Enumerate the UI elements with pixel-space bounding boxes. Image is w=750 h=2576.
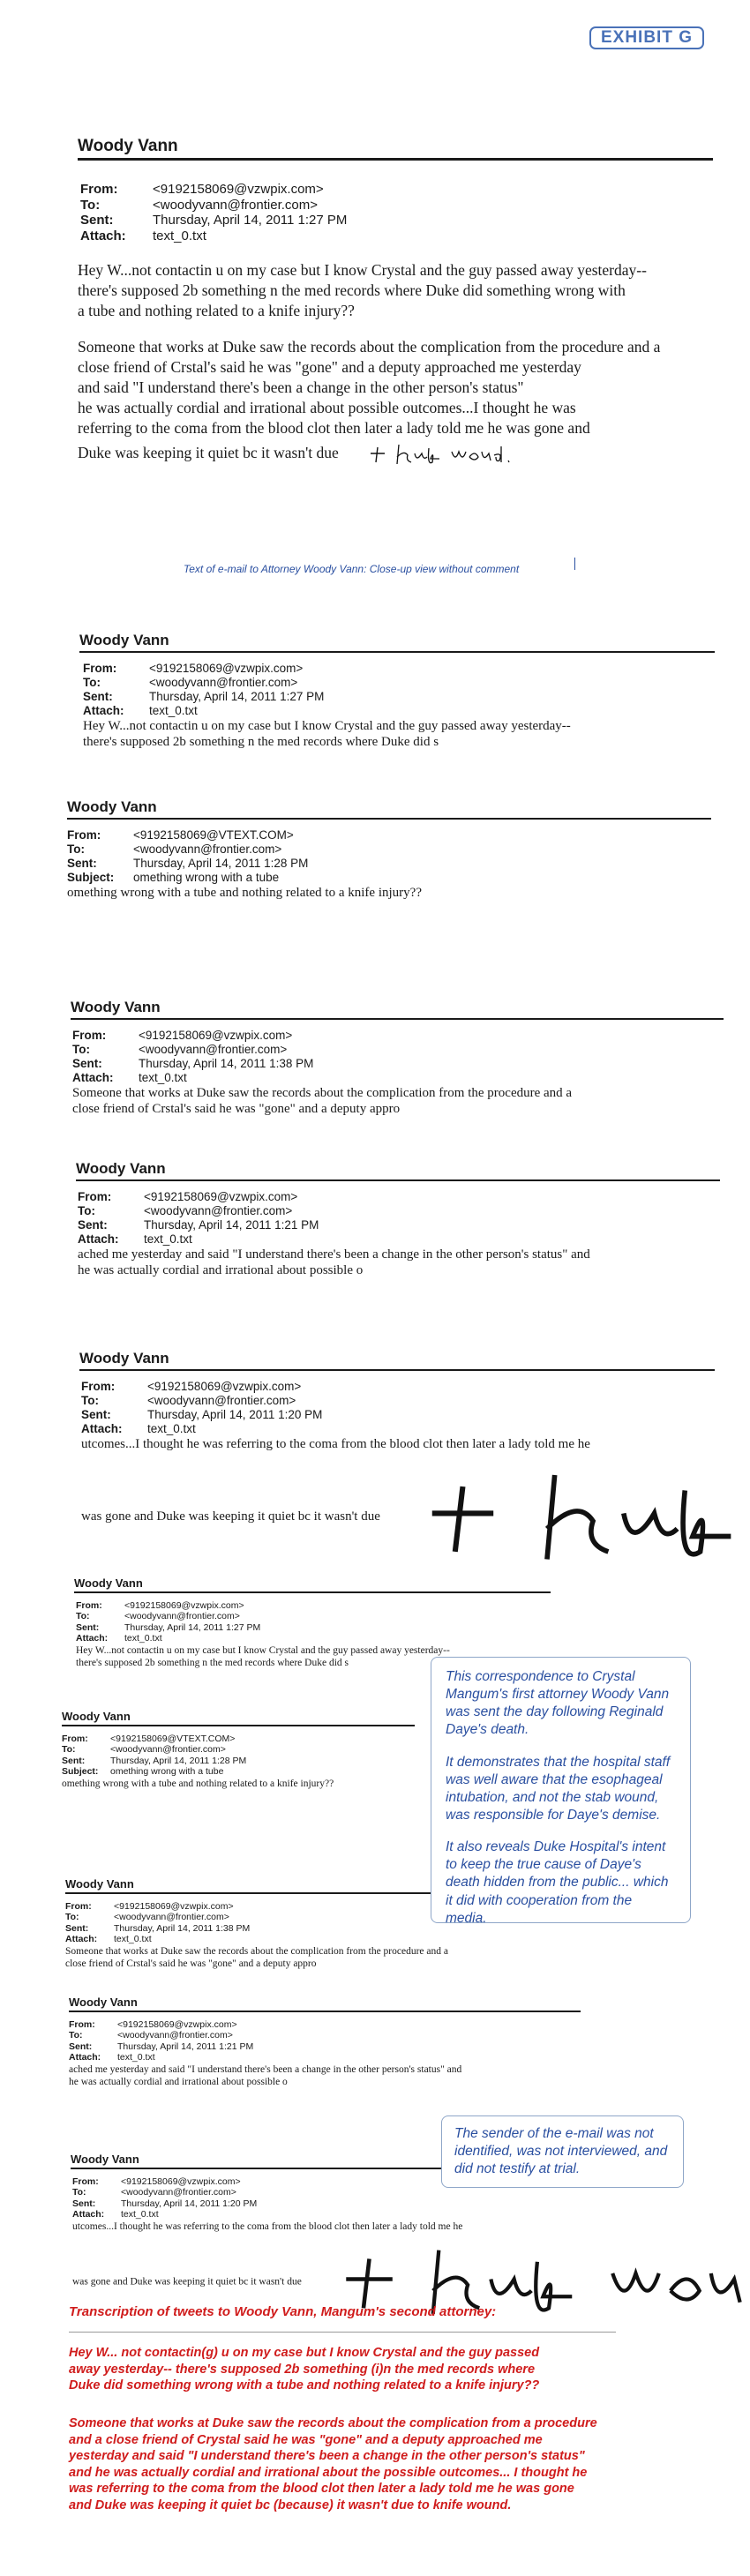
body-line-text: utcomes...I thought he was referring to the coma from the blood clot then later a lady told me he [81, 1436, 590, 1451]
sent-value: Thursday, April 14, 2011 1:28 PM [110, 1755, 247, 1766]
email-message [69, 1996, 598, 2088]
email-body [78, 1247, 729, 1280]
from-value: <9192158069@vzwpix.com> [124, 1600, 244, 1611]
sender-note [441, 2115, 684, 2188]
to-value: <woodyvann@frontier.com> [124, 1611, 240, 1622]
body-line [78, 1247, 729, 1263]
sent-label: Sent: [62, 1755, 86, 1766]
body-line-text: close friend of Crstal's said he was "gone" and a deputy appro [65, 1958, 317, 1969]
body-line: Someone that works at Duke saw the records about the complication from the procedure and a [78, 338, 661, 356]
sent-label: Sent: [83, 689, 113, 703]
sent-value: Thursday, April 14, 2011 1:20 PM [147, 1407, 323, 1421]
body-line-text: ached me yesterday and said "I understand there's been a change in the other person's status" and [69, 2063, 462, 2075]
email-message [71, 999, 732, 1118]
to-value: <woodyvann@frontier.com> [153, 197, 318, 213]
sent-label: Sent: [65, 1922, 89, 1934]
note-paragraph: It also reveals Duke Hospital's intent to keep the true cause of Daye's death hidden from the public... which it did with cooperation from the media. [446, 1839, 669, 1926]
from-value: <9192158069@vzwpix.com> [139, 1029, 293, 1042]
extra-value: omething wrong with a tube [110, 1766, 224, 1778]
transcription-paragraph-1 [69, 2345, 539, 2394]
to-value: <woodyvann@frontier.com> [117, 2030, 233, 2041]
email-sender: Woody Vann [71, 999, 161, 1015]
sender-rule [67, 818, 711, 820]
body-line-text: utcomes...I thought he was referring to the coma from the blood clot then later a lady told me he [72, 2220, 463, 2232]
body-line [65, 1958, 577, 1970]
body-line: and said "I understand there's been a change in the other person's status" [78, 378, 524, 397]
to-label: To: [78, 1203, 95, 1217]
sender-rule [76, 1179, 720, 1181]
extra-value: text_0.txt [149, 703, 198, 717]
sender-rule [78, 158, 713, 161]
from-label: From: [83, 662, 117, 675]
body-line [78, 1262, 729, 1279]
sender-rule [79, 1369, 715, 1371]
body-line [72, 1101, 732, 1118]
exhibit-label: EXHIBIT G [589, 26, 704, 49]
to-label: To: [69, 2030, 83, 2041]
sent-value: Thursday, April 14, 2011 1:21 PM [144, 1217, 319, 1232]
transcription-line: Duke did something wrong with a tube and nothing related to a knife injury?? [69, 2378, 540, 2393]
from-value: <9192158069@vzwpix.com> [117, 2019, 237, 2030]
extra-value: text_0.txt [121, 2209, 159, 2220]
sent-value: Thursday, April 14, 2011 1:20 PM [121, 2198, 258, 2209]
body-line-text: Someone that works at Duke saw the records about the complication from the procedure and a [65, 1945, 448, 1957]
to-value: <woodyvann@frontier.com> [149, 675, 298, 689]
email-sender: Woody Vann [79, 1350, 169, 1367]
extra-label: Subject: [67, 870, 115, 884]
email-header [69, 2019, 253, 2063]
email-sender: Woody Vann [65, 1877, 134, 1891]
body-line-text: close friend of Crstal's said he was "gone" and a deputy appro [72, 1102, 401, 1117]
email-sender: Woody Vann [71, 2153, 139, 2166]
extra-label: Attach: [76, 1633, 109, 1644]
email-body [81, 1436, 732, 1583]
transcription-line: and Duke was keeping it quiet bc (because) it wasn't due to knife wound. [69, 2497, 512, 2512]
note-paragraph: The sender of the e-mail was not identified, was not interviewed, and did not testify at trial. [454, 2126, 668, 2177]
commentary-note [431, 1657, 691, 1926]
body-line [76, 1644, 568, 1657]
to-value: <woodyvann@frontier.com> [144, 1203, 293, 1217]
extra-value: text_0.txt [124, 1633, 162, 1644]
body-line [65, 1945, 577, 1958]
email-header [81, 1380, 322, 1436]
sent-label: Sent: [69, 2041, 93, 2052]
sent-label: Sent: [81, 1407, 111, 1421]
body-line-text: Hey W...not contactin u on my case but I know Crystal and the guy passed away yesterday-- [83, 718, 571, 733]
email-body [67, 885, 720, 902]
attach-label: Attach: [80, 228, 126, 244]
extra-value: text_0.txt [114, 1934, 152, 1945]
email-body [69, 2063, 598, 2089]
to-label: To: [80, 197, 101, 213]
body-line: there's supposed 2b something n the med records where Duke did something wrong with [78, 281, 626, 299]
note-paragraph: This correspondence to Crystal Mangum's first attorney Woody Vann was sent the day following Reginald Daye's death. [446, 1669, 670, 1738]
from-label: From: [72, 2176, 99, 2187]
handwritten-annotation [364, 439, 514, 469]
body-line-text: Hey W...not contactin u on my case but I know Crystal and the guy passed away yesterday-- [76, 1644, 450, 1656]
sent-value: Thursday, April 14, 2011 1:21 PM [117, 2041, 254, 2052]
email-header [62, 1734, 246, 1778]
sent-label: Sent: [72, 2198, 96, 2209]
email-header [72, 1029, 313, 1085]
email-body [72, 1085, 732, 1119]
transcription-line: Hey W... not contactin(g) u on my case but I know Crystal and the guy passed [69, 2346, 540, 2360]
from-value: <9192158069@vzwpix.com> [153, 182, 324, 197]
attach-value: text_0.txt [153, 228, 206, 244]
to-value: <woodyvann@frontier.com> [114, 1912, 229, 1923]
transcription-line: yesterday and said "I understand there's been a change in the other person's status" [69, 2449, 585, 2464]
body-line [67, 885, 720, 902]
body-line: Hey W...not contactin u on my case but I know Crystal and the guy passed away yesterday-- [78, 260, 647, 279]
body-line-text: Someone that works at Duke saw the records about the complication from the procedure and a [72, 1085, 573, 1100]
email-sender: Woody Vann [76, 1160, 166, 1177]
email-message [74, 1576, 568, 1669]
from-value: <9192158069@vzwpix.com> [144, 1190, 298, 1203]
body-line [83, 734, 732, 751]
from-value: <9192158069@vzwpix.com> [149, 662, 304, 675]
to-value: <woodyvann@frontier.com> [121, 2187, 236, 2198]
from-label: From: [80, 182, 118, 197]
extra-label: Attach: [78, 1232, 119, 1246]
transcription-line: and he was actually cordial and irrational about the possible outcomes... I thought he [69, 2465, 588, 2480]
note-paragraph: It demonstrates that the hospital staff was well aware that the esophageal intubation, and not the stab wound, was responsible for Daye's demise. [446, 1754, 671, 1823]
email-header [83, 662, 324, 718]
to-label: To: [72, 1042, 90, 1056]
email-message [62, 1710, 432, 1790]
body-line [81, 1436, 732, 1453]
sent-label: Sent: [78, 1217, 108, 1232]
body-line [62, 1778, 432, 1790]
email-sender: Woody Vann [62, 1710, 131, 1723]
transcription-rule [69, 2332, 616, 2333]
sender-rule [79, 651, 715, 653]
extra-value: text_0.txt [117, 2052, 155, 2063]
sender-rule [71, 1018, 724, 1020]
sent-label: Sent: [76, 1621, 100, 1633]
from-value: <9192158069@vzwpix.com> [121, 2176, 241, 2187]
sent-label: Sent: [67, 856, 97, 870]
email-header [80, 182, 347, 244]
from-label: From: [62, 1734, 88, 1744]
from-label: From: [81, 1380, 116, 1393]
body-line-text: was gone and Duke was keeping it quiet bc it wasn't due [72, 2276, 302, 2288]
sent-label: Sent: [72, 1056, 102, 1070]
extra-value: text_0.txt [144, 1232, 192, 1246]
to-label: To: [62, 1744, 76, 1756]
from-value: <9192158069@VTEXT.COM> [110, 1734, 236, 1744]
body-line-text: omething wrong with a tube and nothing related to a knife injury?? [67, 885, 422, 900]
body-line-text: he was actually cordial and irrational about possible o [78, 1263, 364, 1278]
from-label: From: [72, 1029, 107, 1042]
email-body [83, 718, 732, 752]
transcription-line: and a close friend of Crystal said he was "gone" and a deputy approached me [69, 2432, 543, 2447]
email-header [76, 1600, 260, 1644]
email-header [72, 2176, 257, 2220]
email-message [79, 1350, 732, 1583]
extra-label: Subject: [62, 1766, 99, 1778]
email-sender: Woody Vann [78, 137, 178, 155]
transcription-line: away yesterday-- there's supposed 2b something (i)n the med records where [69, 2362, 536, 2377]
from-label: From: [69, 2019, 95, 2030]
body-line [72, 1085, 732, 1102]
sent-value: Thursday, April 14, 2011 1:38 PM [139, 1056, 314, 1070]
body-line: referring to the coma from the blood clot then later a lady told me he was gone and [78, 419, 590, 438]
from-label: From: [76, 1600, 102, 1611]
to-value: <woodyvann@frontier.com> [147, 1393, 296, 1407]
from-label: From: [67, 828, 101, 842]
sent-label: Sent: [80, 213, 114, 228]
sent-value: Thursday, April 14, 2011 1:27 PM [124, 1621, 261, 1633]
sender-rule [74, 1591, 551, 1593]
transcription-paragraph-2 [69, 2415, 597, 2513]
body-line-text: he was actually cordial and irrational about possible o [69, 2076, 288, 2087]
body-line [69, 2063, 598, 2076]
body-line [78, 439, 713, 469]
extra-label: Attach: [81, 1421, 123, 1435]
body-line-text: there's supposed 2b something n the med records where Duke did s [76, 1657, 349, 1668]
extra-label: Attach: [65, 1934, 98, 1945]
body-line: he was actually cordial and irrational about possible outcomes...I thought he was [78, 399, 576, 417]
body-line: a tube and nothing related to a knife injury?? [78, 301, 355, 319]
email-message [67, 798, 720, 901]
email-paragraph-2 [78, 337, 713, 468]
email-sender: Woody Vann [67, 798, 157, 815]
to-label: To: [76, 1611, 90, 1622]
extra-value: text_0.txt [139, 1070, 187, 1084]
full-email [78, 137, 713, 469]
handwritten-annotation [401, 1452, 750, 1583]
extra-value: omething wrong with a tube [133, 870, 280, 884]
body-line [83, 718, 732, 735]
to-label: To: [81, 1393, 99, 1407]
body-line-text: Duke was keeping it quiet bc it wasn't due [78, 443, 339, 461]
transcription-line: Someone that works at Duke saw the records about the complication from a procedure [69, 2416, 597, 2430]
transcription-line: was referring to the coma from the blood clot then later a lady told me he was gone [69, 2482, 574, 2497]
email-paragraph-1 [78, 260, 713, 321]
email-sender: Woody Vann [79, 632, 169, 648]
sender-rule [69, 2011, 581, 2012]
sent-value: Thursday, April 14, 2011 1:27 PM [149, 689, 325, 703]
caption-marker [574, 558, 575, 570]
to-label: To: [67, 842, 85, 856]
sent-value: Thursday, April 14, 2011 1:28 PM [133, 856, 309, 870]
body-line [81, 1452, 732, 1583]
extra-label: Attach: [69, 2052, 101, 2063]
email-body [62, 1778, 432, 1790]
email-header [65, 1901, 250, 1945]
from-label: From: [78, 1190, 112, 1203]
to-label: To: [72, 2187, 86, 2198]
extra-label: Attach: [72, 2209, 105, 2220]
extra-label: Attach: [83, 703, 124, 717]
from-label: From: [65, 1901, 92, 1912]
from-value: <9192158069@VTEXT.COM> [133, 828, 294, 842]
body-line-text: ached me yesterday and said "I understand there's been a change in the other person's status" and [78, 1247, 590, 1262]
email-message [79, 632, 732, 751]
from-value: <9192158069@vzwpix.com> [114, 1901, 234, 1912]
body-line: close friend of Crstal's said he was "gone" and a deputy approached me yesterday [78, 358, 581, 377]
sent-value: Thursday, April 14, 2011 1:38 PM [114, 1922, 251, 1934]
email-body [65, 1945, 577, 1971]
extra-value: text_0.txt [147, 1421, 196, 1435]
email-sender: Woody Vann [69, 1996, 138, 2009]
from-value: <9192158069@vzwpix.com> [147, 1380, 302, 1393]
sender-rule [62, 1725, 415, 1726]
extra-label: Attach: [72, 1070, 114, 1084]
caption: Text of e-mail to Attorney Woody Vann: Close-up view without comment [184, 563, 520, 575]
sent-value: Thursday, April 14, 2011 1:27 PM [153, 213, 348, 228]
transcription-title: Transcription of tweets to Woody Vann, Mangum's second attorney: [69, 2304, 497, 2319]
to-value: <woodyvann@frontier.com> [133, 842, 282, 856]
email-sender: Woody Vann [74, 1576, 143, 1590]
body-line-text: there's supposed 2b something n the med records where Duke did s [83, 735, 439, 750]
to-label: To: [83, 675, 101, 689]
email-header [78, 1190, 319, 1247]
to-value: <woodyvann@frontier.com> [110, 1744, 226, 1756]
body-line [69, 2076, 598, 2088]
to-value: <woodyvann@frontier.com> [139, 1042, 288, 1056]
email-message [76, 1160, 729, 1279]
body-line-text: omething wrong with a tube and nothing related to a knife injury?? [62, 1778, 334, 1789]
email-header [67, 828, 308, 885]
body-line [72, 2220, 565, 2233]
to-label: To: [65, 1912, 79, 1923]
body-line-text: was gone and Duke was keeping it quiet bc it wasn't due [81, 1509, 380, 1524]
